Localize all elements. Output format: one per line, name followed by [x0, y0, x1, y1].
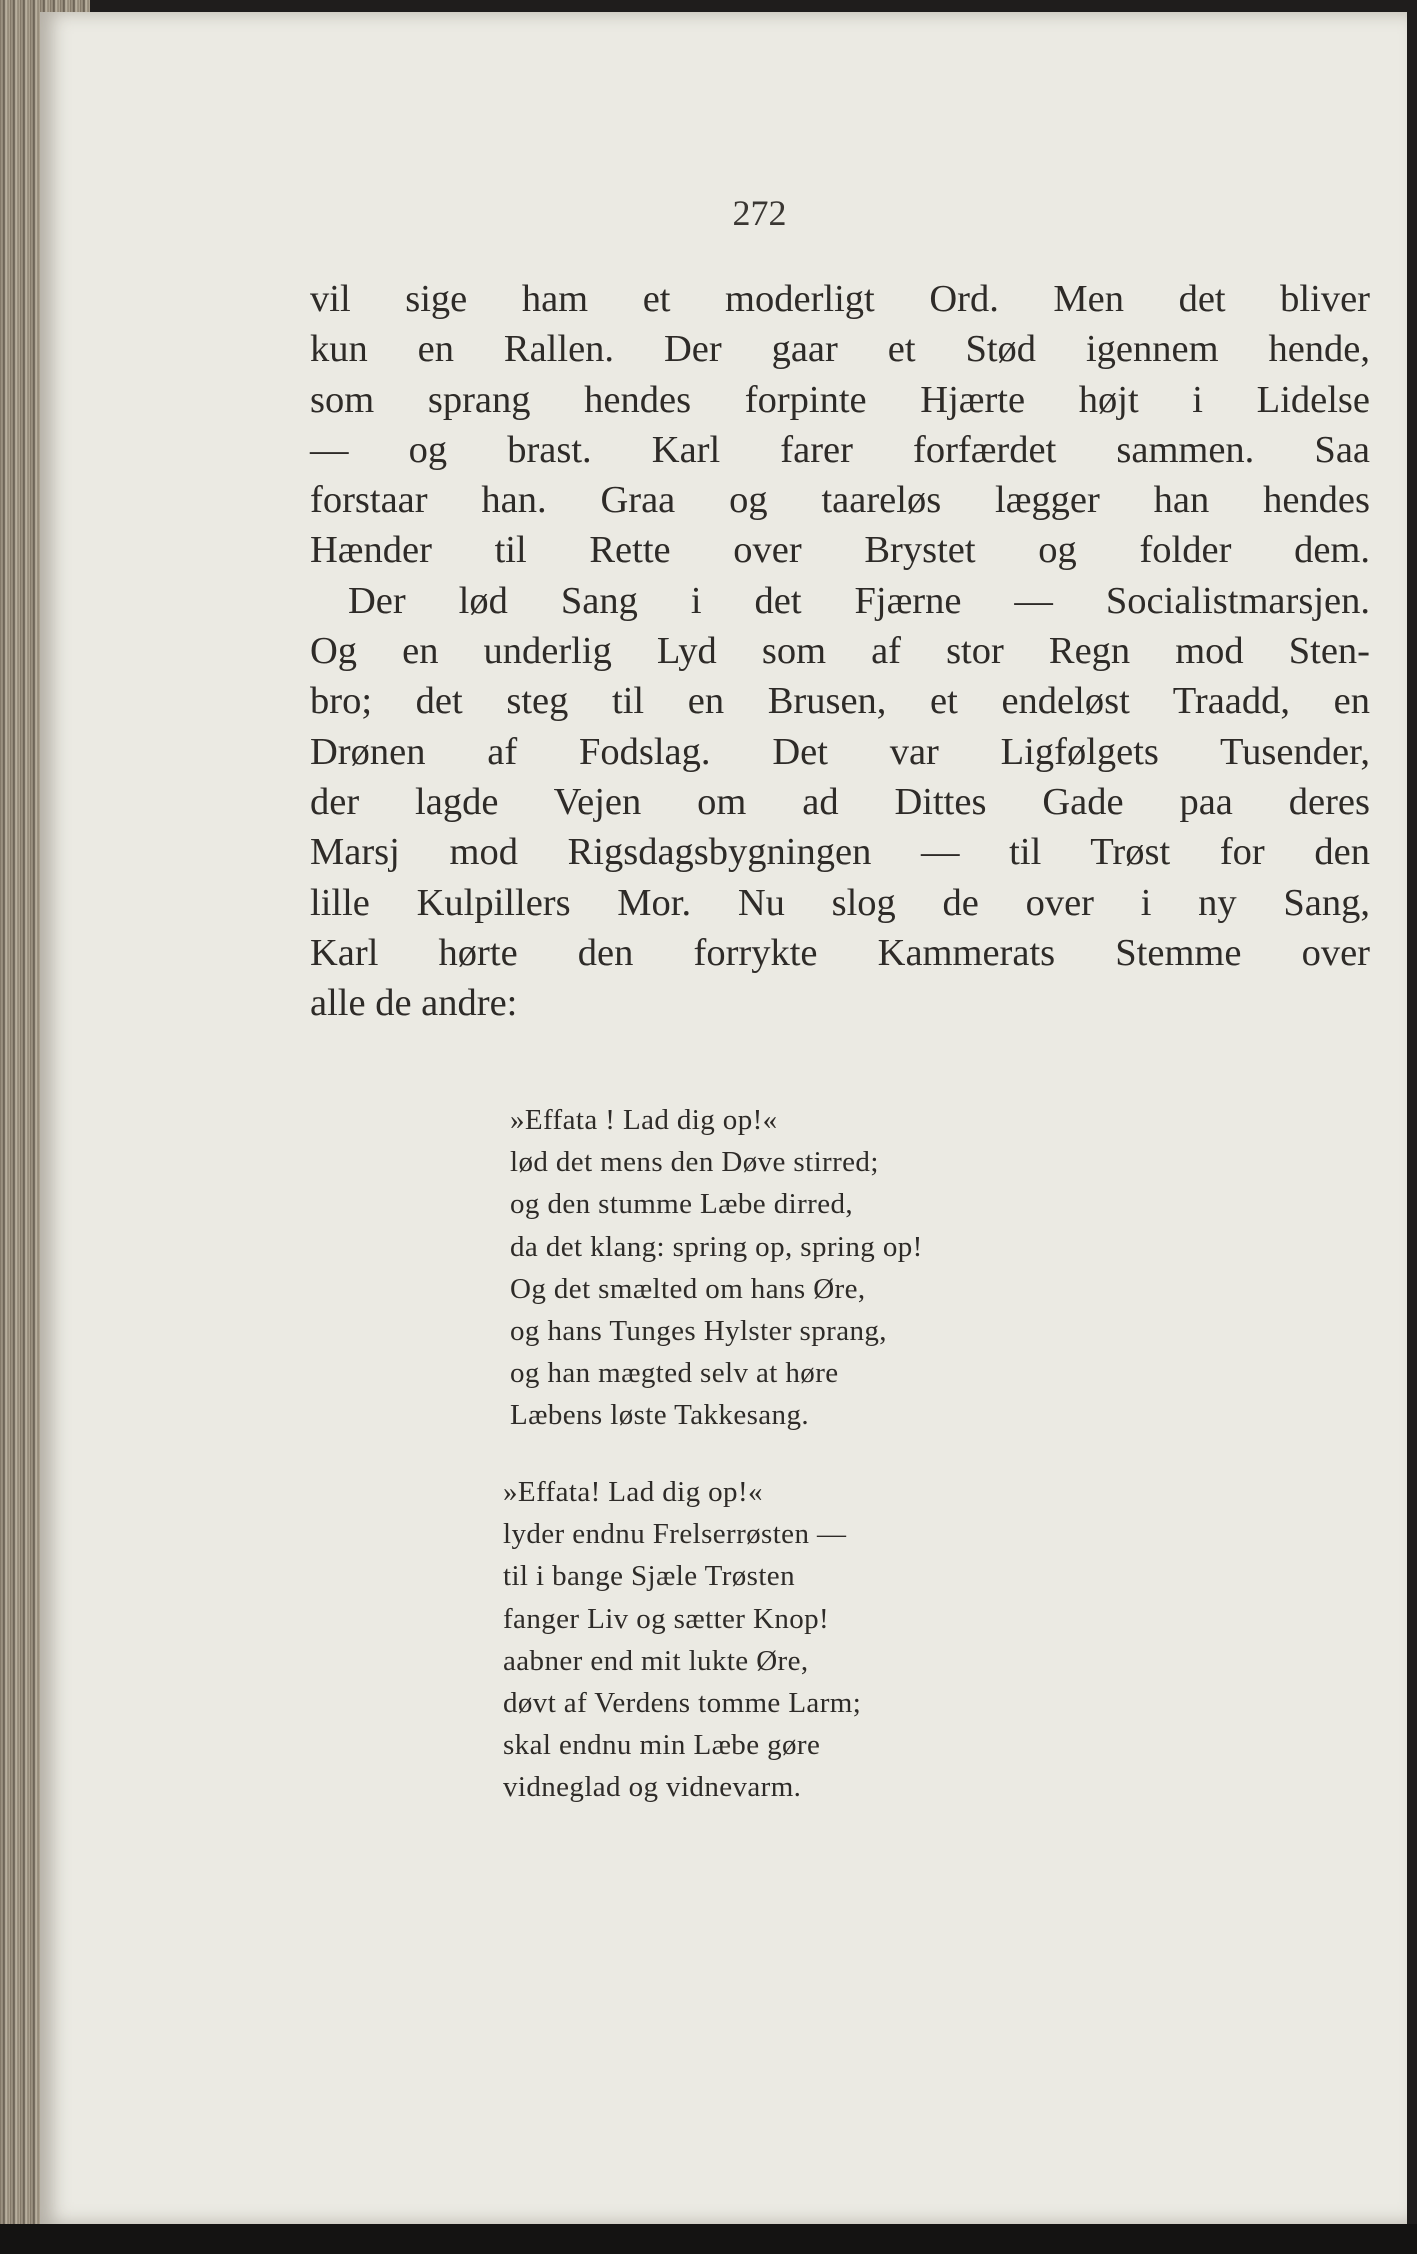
scan-bottom-edge: [0, 2224, 1417, 2254]
text-line: Og en underlig Lyd som af stor Regn mod Sten-: [310, 630, 1370, 673]
text-line: lille Kulpillers Mor. Nu slog de over i ny Sang,: [310, 881, 1370, 924]
text-line: Marsj mod Rigsdagsbygningen — til Trøst for den: [310, 831, 1370, 874]
poem-line: skal endnu min Læbe gøre: [503, 1729, 821, 1762]
poem-line: lød det mens den Døve stirred;: [510, 1146, 879, 1179]
text-line: forstaar han. Graa og taareløs lægger han hendes: [310, 479, 1370, 522]
text-line: vil sige ham et moderligt Ord. Men det bliver: [310, 278, 1370, 320]
poem-line: aabner end mit lukte Øre,: [503, 1644, 809, 1677]
poem-stanza-1: [510, 1099, 923, 1437]
book-page: [40, 12, 1407, 2224]
text-line: — og brast. Karl farer forfærdet sammen. Saa: [310, 428, 1370, 471]
poem-line: Og det smælted om hans Øre,: [510, 1272, 866, 1305]
text-line: som sprang hendes forpinte Hjærte højt i Lidelse: [310, 378, 1370, 421]
text-line: kun en Rallen. Der gaar et Stød igennem hende,: [310, 328, 1370, 371]
poem-line: og han mægted selv at høre: [510, 1357, 839, 1390]
poem-line: til i bange Sjæle Trøsten: [503, 1560, 795, 1593]
poem-line: og hans Tunges Hylster sprang,: [510, 1314, 887, 1347]
poem-line: »Effata ! Lad dig op!«: [510, 1104, 778, 1136]
text-line: der lagde Vejen om ad Dittes Gade paa deres: [310, 780, 1370, 823]
poem-line: og den stumme Læbe dirred,: [510, 1188, 854, 1221]
text-line: alle de andre:: [310, 982, 518, 1025]
poem-line: da det klang: spring op, spring op!: [510, 1230, 923, 1263]
poem-line: fanger Liv og sætter Knop!: [503, 1602, 830, 1635]
poem-line: vidneglad og vidnevarm.: [503, 1771, 802, 1804]
poem-line: lyder endnu Frelserrøsten —: [503, 1518, 847, 1551]
text-line: Der lød Sang i det Fjærne — Socialistmarsjen.: [348, 579, 1370, 622]
page-number: 272: [732, 193, 787, 233]
poem-line: døvt af Verdens tomme Larm;: [503, 1686, 862, 1719]
text-line: bro; det steg til en Brusen, et endeløst Traadd, en: [310, 680, 1370, 723]
body-paragraphs: [310, 274, 1370, 1028]
text-line: Karl hørte den forrykte Kammerats Stemme over: [310, 931, 1370, 974]
poem-stanza-2: [503, 1471, 861, 1809]
poem-line: Læbens løste Takkesang.: [510, 1399, 810, 1432]
text-line: Drønen af Fodslag. Det var Ligfølgets Tusender,: [310, 730, 1370, 773]
text-line: Hænder til Rette over Brystet og folder dem.: [310, 529, 1370, 572]
poem-line: »Effata! Lad dig op!«: [503, 1476, 763, 1508]
